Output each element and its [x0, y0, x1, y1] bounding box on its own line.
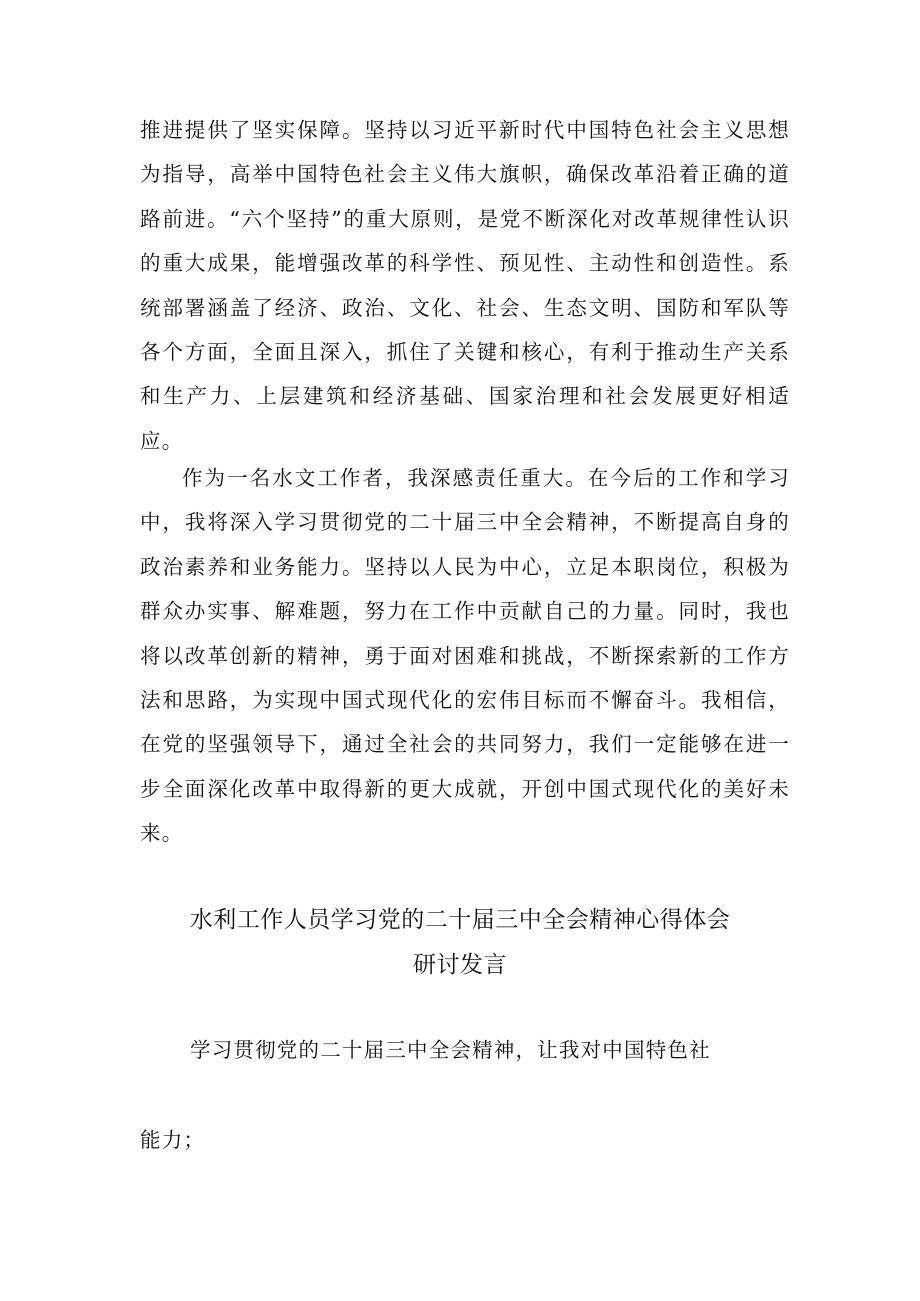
body-paragraph-1: 推进提供了坚实保障。坚持以习近平新时代中国特色社会主义思想为指导，高举中国特色社会主义伟大旗帜，确保改革沿着正确的道路前进。“六个坚持”的重大原则，是党不断深化对改革规律性认识的重大成果，能增强改革的科学性、预见性、主动性和创造性。系统部署涵盖了经济、政治、文化、社会、生态文明、国防和军队等各个方面，全面且深入，抓住了关键和核心，有利于推动生产关系和生产力、上层建筑和经济基础、国家治理和社会发展更好相适应。 — [140, 118, 790, 453]
section-title-line-1: 水利工作人员学习党的二十届三中全会精神心得体会 — [189, 907, 731, 933]
body-paragraph-4: 能力； — [140, 1128, 206, 1152]
body-paragraph-3: 学习贯彻党的二十届三中全会精神，让我对中国特色社 — [190, 1038, 711, 1062]
body-paragraph-2: 作为一名水文工作者，我深感责任重大。在今后的工作和学习中，我将深入学习贯彻党的二十届三中全会精神，不断提高自身的政治素养和业务能力。坚持以人民为中心，立足本职岗位，积极为群众办实事、解难题，努力在工作中贡献自己的力量。同时，我也将以改革创新的精神，勇于面对困难和挑战，不断探索新的工作方法和思路，为实现中国式现代化的宏伟目标而不懈奋斗。我相信，在党的坚强领导下，通过全社会的共同努力，我们一定能够在进一步全面深化改革中取得新的更大成就，开创中国式现代化的美好未来。 — [140, 466, 790, 846]
section-title-line-2: 研讨发言 — [413, 952, 507, 978]
